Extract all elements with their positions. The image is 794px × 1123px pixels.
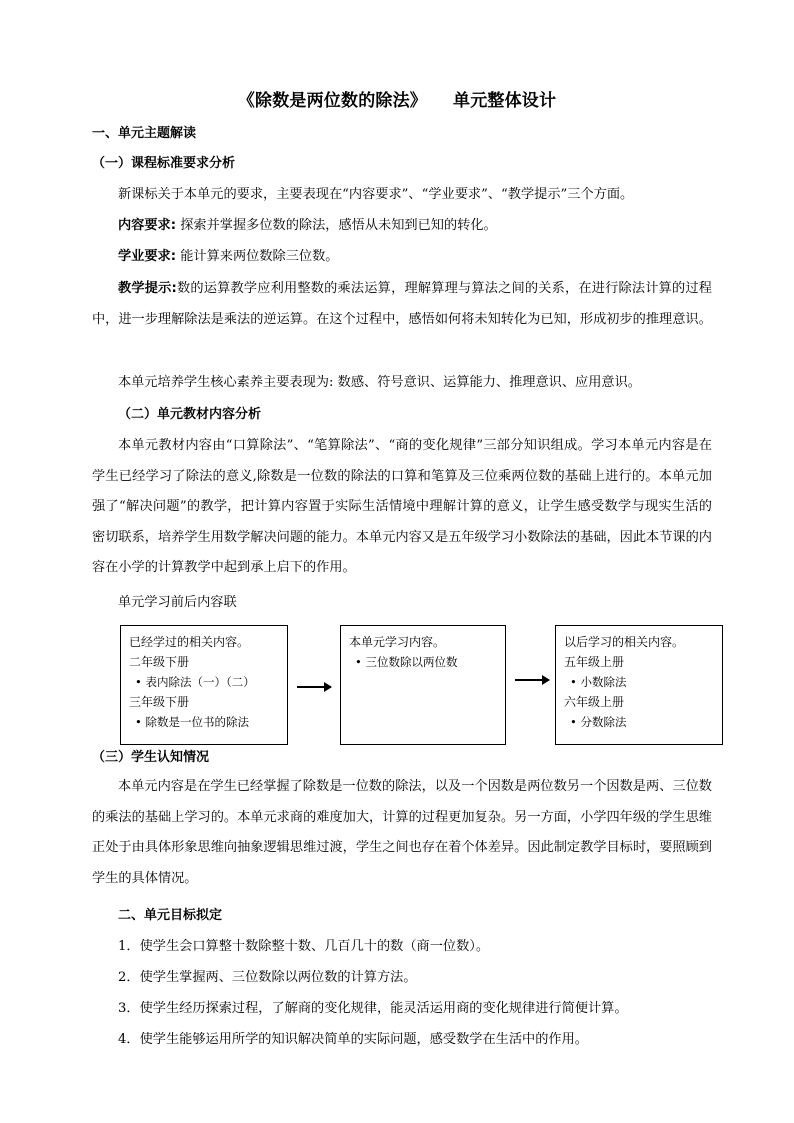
goal-2: 2．使学生掌握两、三位数除以两位数的计算方法。 bbox=[118, 970, 417, 985]
prior-knowledge-title: 已经学过的相关内容。 bbox=[129, 635, 250, 649]
academic-requirement bbox=[92, 242, 712, 273]
section2-heading: 二、单元目标拟定 bbox=[118, 908, 223, 923]
teaching-tips-label: 教学提示: bbox=[118, 281, 177, 296]
content-requirement bbox=[92, 211, 712, 242]
current-unit-item: • 三位数除以两位数 bbox=[355, 655, 458, 669]
academic-requirement-label: 学业要求: bbox=[118, 249, 177, 264]
title-main: 《除数是两位数的除法》 bbox=[237, 91, 427, 111]
arrow-right-icon bbox=[297, 686, 331, 688]
subsection1-heading: （一）课程标准要求分析 bbox=[92, 156, 236, 171]
document-title bbox=[0, 86, 794, 111]
future-knowledge-box bbox=[555, 625, 723, 745]
teaching-tips-text: 数的运算教学应利用整数的乘法运算，理解算理与算法之间的关系，在进行除法计算的过程中，进一步理解除法是乘法的逆运算。在这个过程中，感悟如何将未知转化为已知，形成初步的推理意识。 bbox=[92, 281, 712, 327]
standards-intro: 新课标关于本单元的要求，主要表现在“内容要求”、“学业要求”、“教学提示”三个方面。 bbox=[118, 187, 634, 202]
academic-requirement-text: 能计算来两位数除三位数。 bbox=[180, 249, 339, 264]
prior-grade3-item: • 除数是一位书的除法 bbox=[135, 715, 249, 729]
goal-3: 3．使学生经历探索过程，了解商的变化规律，能灵活运用商的变化规律进行简便计算。 bbox=[118, 1001, 628, 1016]
prior-grade3-label: 三年级下册 bbox=[129, 695, 190, 709]
goal-1: 1．使学生会口算整十数除整十数、几百几十的数（商一位数）。 bbox=[118, 939, 490, 954]
future-grade5-label: 五年级上册 bbox=[564, 655, 625, 669]
current-unit-box bbox=[340, 625, 506, 745]
future-grade5-item: • 小数除法 bbox=[570, 675, 627, 689]
title-sub: 单元整体设计 bbox=[453, 91, 557, 111]
subsection3-heading: （三）学生认知情况 bbox=[92, 750, 210, 765]
prior-grade2-label: 二年级下册 bbox=[129, 655, 190, 669]
student-cognition: 本单元内容是在学生已经掌握了除数是一位数的除法，以及一个因数是两位数另一个因数是两、三位数的乘法的基础上学习的。本单元求商的难度加大，计算的过程更加复杂。另一方面，小学四年级的学生思维正处于由具体形象思维向抽象逻辑思维过渡，学生之间也存在着个体差异。因此制定教学目标时，要照顾到学生的具体情况。 bbox=[92, 779, 712, 886]
future-knowledge-title: 以后学习的相关内容。 bbox=[564, 635, 685, 649]
content-requirement-text: 探索并掌握多位数的除法，感悟从未知到已知的转化。 bbox=[180, 218, 497, 233]
subsection2-heading: （二）单元教材内容分析 bbox=[118, 407, 262, 422]
prior-knowledge-box bbox=[120, 625, 288, 745]
textbook-analysis: 本单元教材内容由“口算除法”、“笔算除法”、“商的变化规律”三部分知识组成。学习本单元内容是在学生已经学习了除法的意义,除数是一位数的除法的口算和笔算及三位乘两位数的基础上进行的。本单元加强了“解决问题”的教学，把计算内容置于实际生活情境中理解计算的意义，让学生感受数学与现实生活的密切联系，培养学生用数学解决问题的能力。本单元内容又是五年级学习小数除法的基础，因此本节课的内容在小学的计算教学中起到承上启下的作用。 bbox=[92, 438, 712, 575]
prior-grade2-item: • 表内除法（一）（二） bbox=[135, 675, 255, 689]
section1-heading: 一、单元主题解读 bbox=[92, 126, 197, 141]
arrow-right-icon bbox=[515, 679, 549, 681]
teaching-tips bbox=[92, 274, 712, 335]
core-literacy: 本单元培养学生核心素养主要表现为: 数感、符号意识、运算能力、推理意识、应用意识。 bbox=[118, 375, 641, 390]
future-grade6-label: 六年级上册 bbox=[564, 695, 625, 709]
diagram-caption: 单元学习前后内容联 bbox=[118, 595, 237, 610]
current-unit-title: 本单元学习内容。 bbox=[349, 635, 446, 649]
future-grade6-item: • 分数除法 bbox=[570, 715, 627, 729]
goal-4: 4．使学生能够运用所学的知识解决简单的实际问题，感受数学在生活中的作用。 bbox=[118, 1032, 588, 1047]
content-requirement-label: 内容要求: bbox=[118, 218, 177, 233]
